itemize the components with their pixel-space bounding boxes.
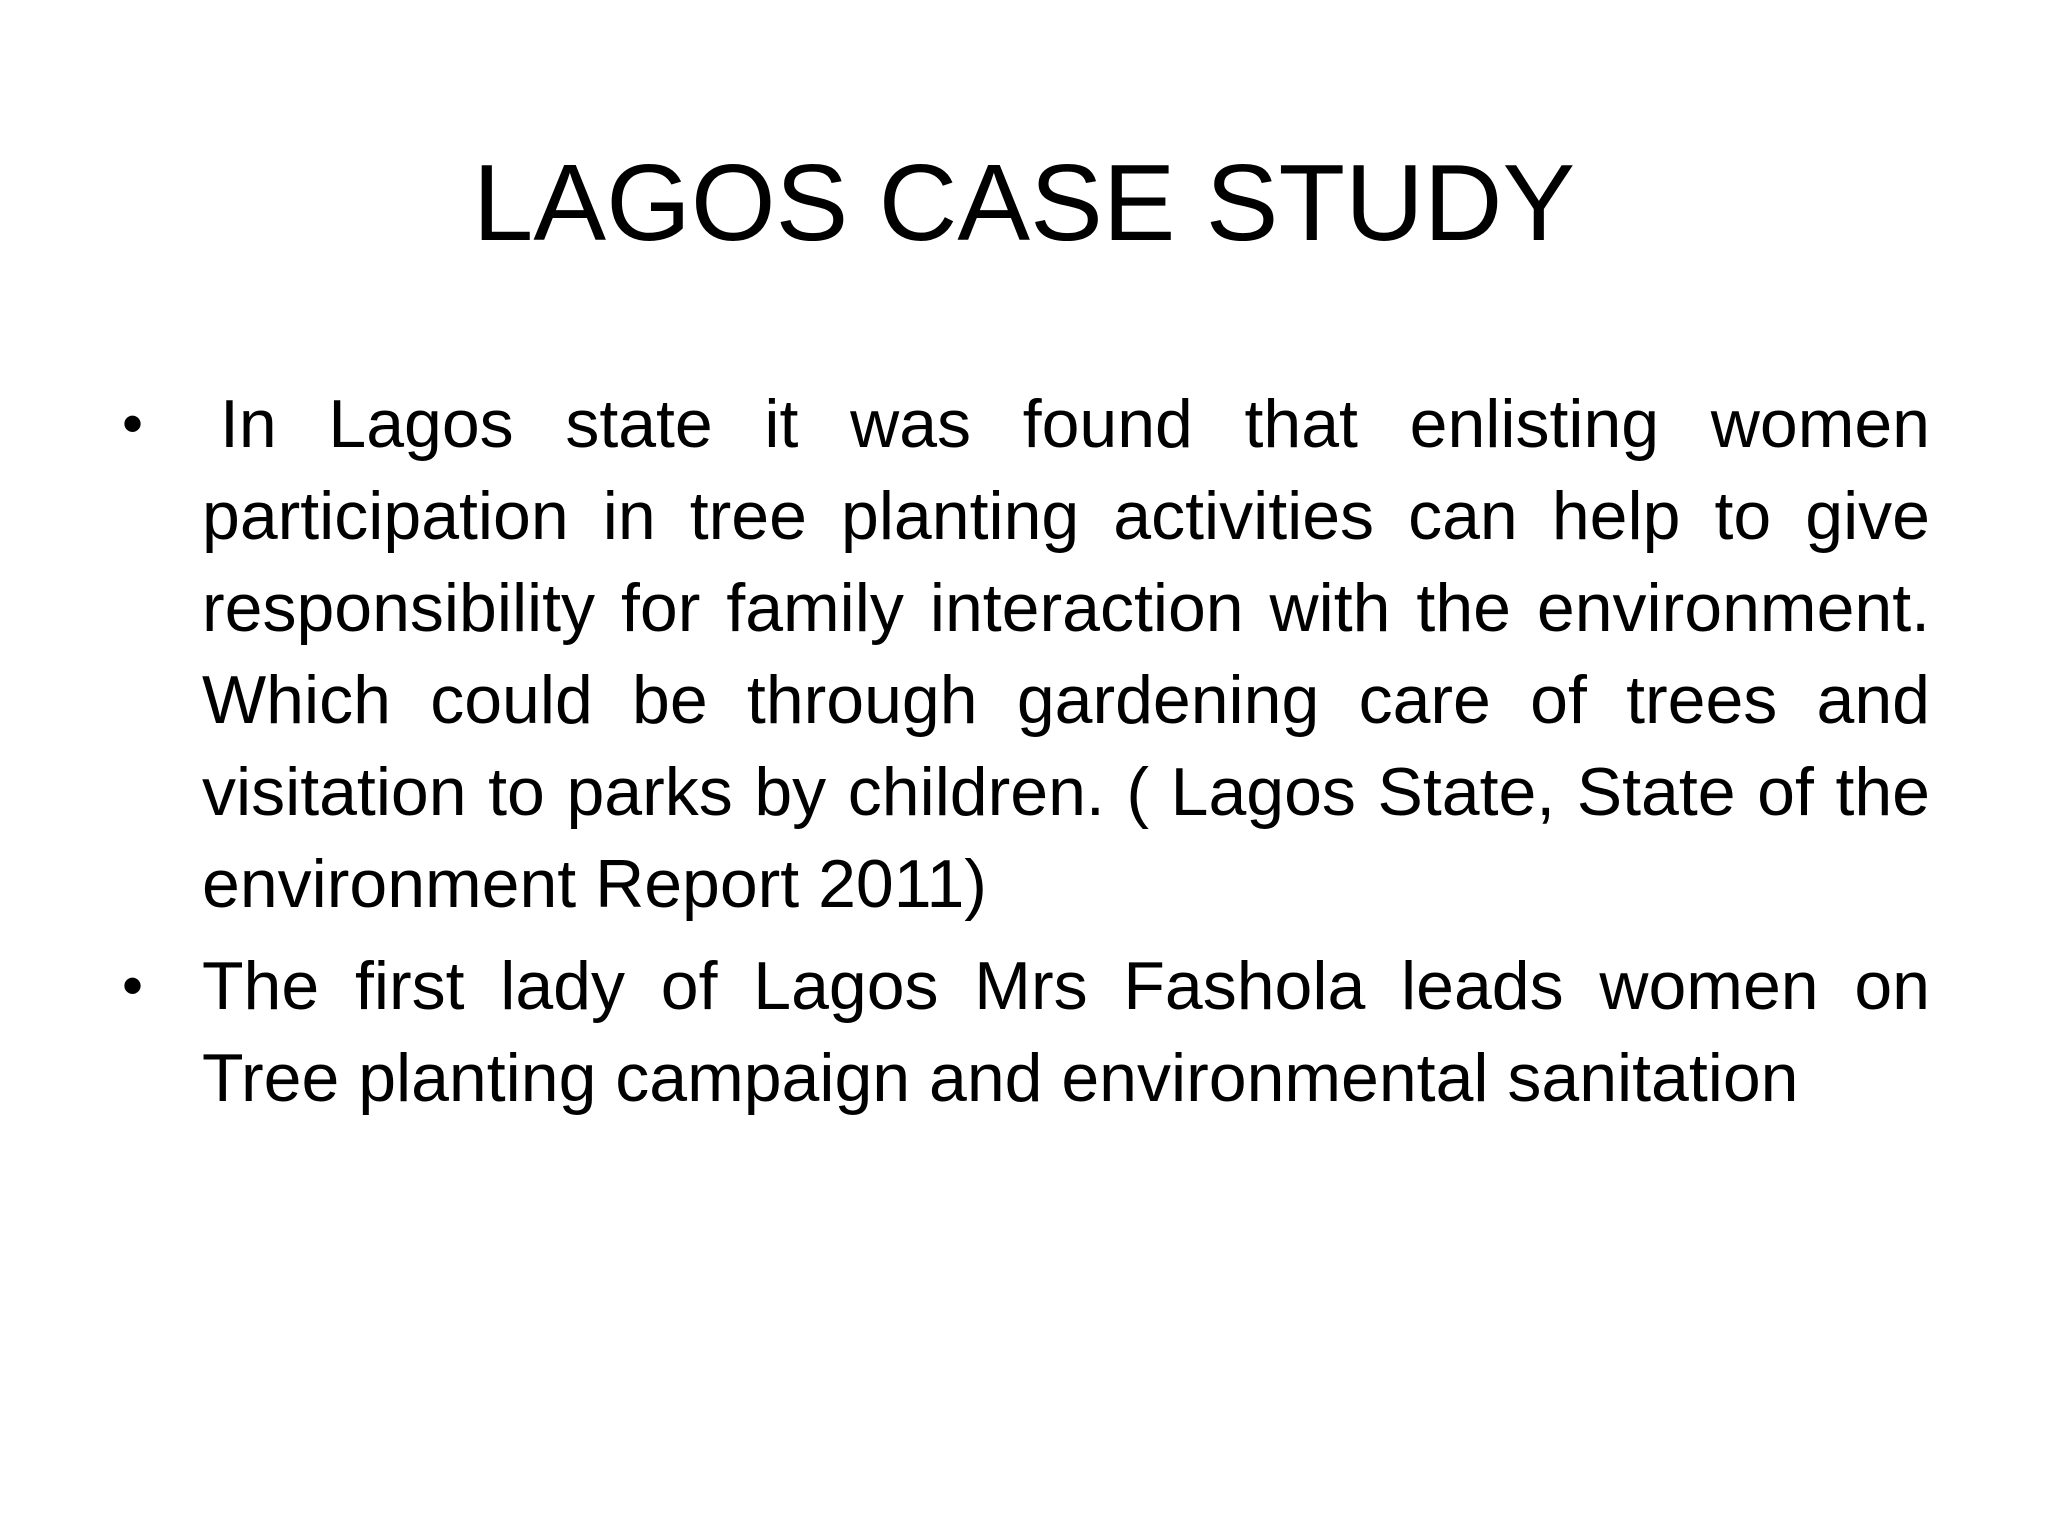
bullet-text: The first lady of Lagos Mrs Fashola leads women on Tree planting campaign and environmental sanitation: [202, 948, 1930, 1116]
bullet-item: [0, 378, 2048, 930]
bullet-icon: •: [122, 952, 144, 1019]
slide-title: LAGOS CASE STUDY: [472, 142, 1576, 264]
bullet-text: [202, 378, 1930, 930]
bullet-icon: •: [122, 390, 144, 457]
bullet-text-content: In Lagos state it was found that enlisting women participation in tree planting activities can help to give responsibility for family interaction with the environment. Which could be through gardening care of trees and visitation to parks by children. ( Lagos State, State of the environment Report 2011): [202, 386, 1930, 922]
bullet-item: [0, 940, 2048, 1124]
bullet-list: [0, 378, 2048, 1134]
